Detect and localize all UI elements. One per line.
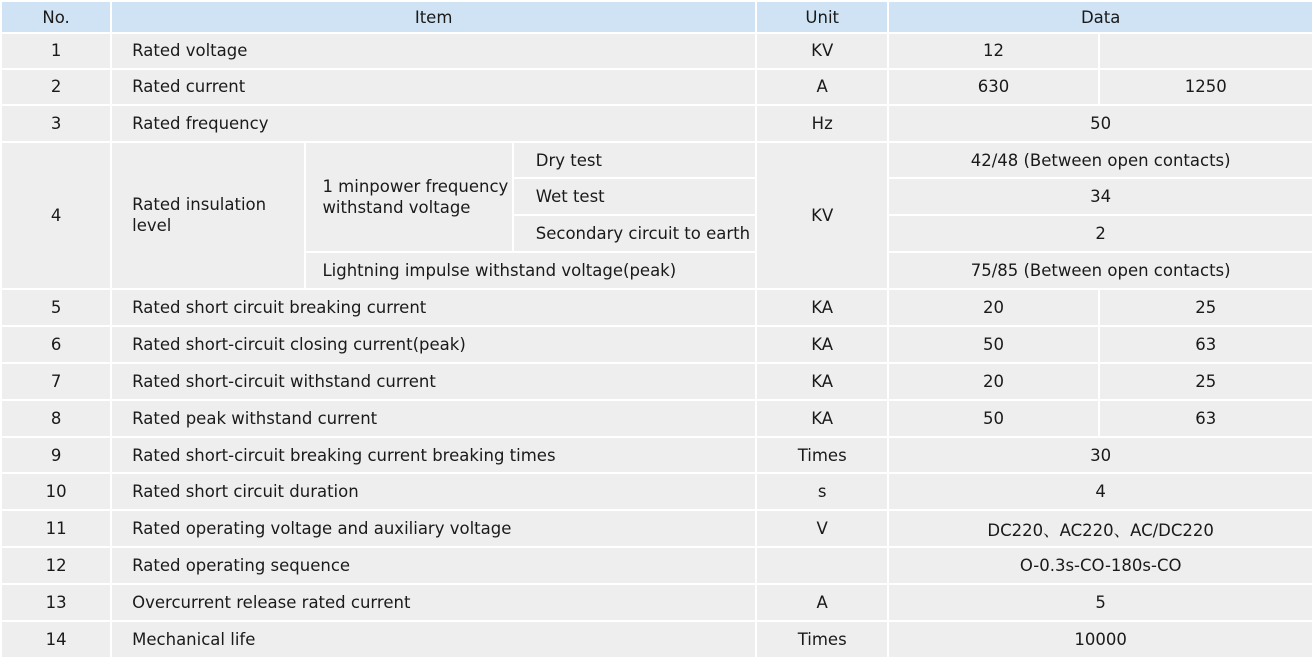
table-row [2, 622, 1312, 657]
row-no: 3 [2, 106, 110, 141]
row-no: 7 [2, 364, 110, 399]
row-data: 30 [889, 438, 1312, 473]
row-data: O-0.3s-CO-180s-CO [889, 548, 1312, 583]
row-data-1: 50 [889, 401, 1097, 436]
row-item: Rated short circuit breaking current [112, 290, 755, 325]
row-no: 11 [2, 511, 110, 546]
row-unit: A [757, 585, 887, 620]
row-data-2 [1100, 34, 1312, 68]
row-unit: Hz [757, 106, 887, 141]
row-no: 1 [2, 34, 110, 68]
header-row [2, 2, 1312, 32]
secondary-circuit-data: 2 [889, 216, 1312, 251]
row-item: Rated voltage [112, 34, 755, 68]
wet-test-data: 34 [889, 179, 1312, 214]
table-row [2, 106, 1312, 141]
row-unit: Times [757, 622, 887, 657]
row-item: Mechanical life [112, 622, 755, 657]
row-data: 50 [889, 106, 1312, 141]
table-row [2, 585, 1312, 620]
row-data: 5 [889, 585, 1312, 620]
row-data-2: 1250 [1100, 70, 1312, 104]
row-unit: KA [757, 327, 887, 362]
row-no: 12 [2, 548, 110, 583]
row-no: 10 [2, 474, 110, 509]
row-item: Rated frequency [112, 106, 755, 141]
row-data-2: 63 [1100, 327, 1312, 362]
insulation-unit: KV [757, 143, 887, 289]
row-no: 9 [2, 438, 110, 473]
row-data: 10000 [889, 622, 1312, 657]
row-item: Rated peak withstand current [112, 401, 755, 436]
table-row [2, 511, 1312, 546]
row-unit: KA [757, 364, 887, 399]
row-data-1: 50 [889, 327, 1097, 362]
row-no: 5 [2, 290, 110, 325]
wet-test-label: Wet test [514, 179, 755, 214]
secondary-circuit-label: Secondary circuit to earth [514, 216, 755, 251]
row-item: Rated short-circuit breaking current breaking times [112, 438, 755, 473]
row-data: 4 [889, 474, 1312, 509]
lightning-impulse-label: Lightning impulse withstand voltage(peak) [306, 253, 755, 288]
table-row [2, 143, 1312, 178]
row-data-2: 25 [1100, 290, 1312, 325]
row-unit: A [757, 70, 887, 104]
row-no: 4 [2, 143, 110, 289]
table-row [2, 70, 1312, 104]
row-item: Overcurrent release rated current [112, 585, 755, 620]
table-row [2, 34, 1312, 68]
row-unit [757, 548, 887, 583]
table-row [2, 364, 1312, 399]
row-unit: s [757, 474, 887, 509]
dry-test-data: 42/48 (Between open contacts) [889, 143, 1312, 178]
header-data: Data [889, 2, 1312, 32]
row-no: 14 [2, 622, 110, 657]
row-item: Rated current [112, 70, 755, 104]
dry-test-label: Dry test [514, 143, 755, 178]
row-data-2: 63 [1100, 401, 1312, 436]
row-unit: KV [757, 34, 887, 68]
table-row [2, 548, 1312, 583]
row-data-2: 25 [1100, 364, 1312, 399]
power-frequency-label: 1 minpower frequency withstand voltage [306, 143, 511, 252]
row-data: DC220、AC220、AC/DC220 [889, 511, 1312, 546]
table-row [2, 438, 1312, 473]
lightning-impulse-data: 75/85 (Between open contacts) [889, 253, 1312, 288]
header-no: No. [2, 2, 110, 32]
row-unit: Times [757, 438, 887, 473]
row-item: Rated operating voltage and auxiliary voltage [112, 511, 755, 546]
row-item: Rated short-circuit withstand current [112, 364, 755, 399]
row-data-1: 20 [889, 290, 1097, 325]
row-no: 6 [2, 327, 110, 362]
row-item: Rated operating sequence [112, 548, 755, 583]
row-no: 13 [2, 585, 110, 620]
table-row [2, 401, 1312, 436]
row-data-1: 630 [889, 70, 1097, 104]
table-row [2, 474, 1312, 509]
insulation-item: Rated insulation level [112, 143, 304, 289]
row-unit: KA [757, 401, 887, 436]
row-item: Rated short circuit duration [112, 474, 755, 509]
row-unit: KA [757, 290, 887, 325]
row-data-1: 20 [889, 364, 1097, 399]
row-data-1: 12 [889, 34, 1097, 68]
table-row [2, 327, 1312, 362]
row-unit: V [757, 511, 887, 546]
table-row [2, 290, 1312, 325]
row-item: Rated short-circuit closing current(peak) [112, 327, 755, 362]
header-unit: Unit [757, 2, 887, 32]
row-no: 8 [2, 401, 110, 436]
row-no: 2 [2, 70, 110, 104]
header-item: Item [112, 2, 755, 32]
